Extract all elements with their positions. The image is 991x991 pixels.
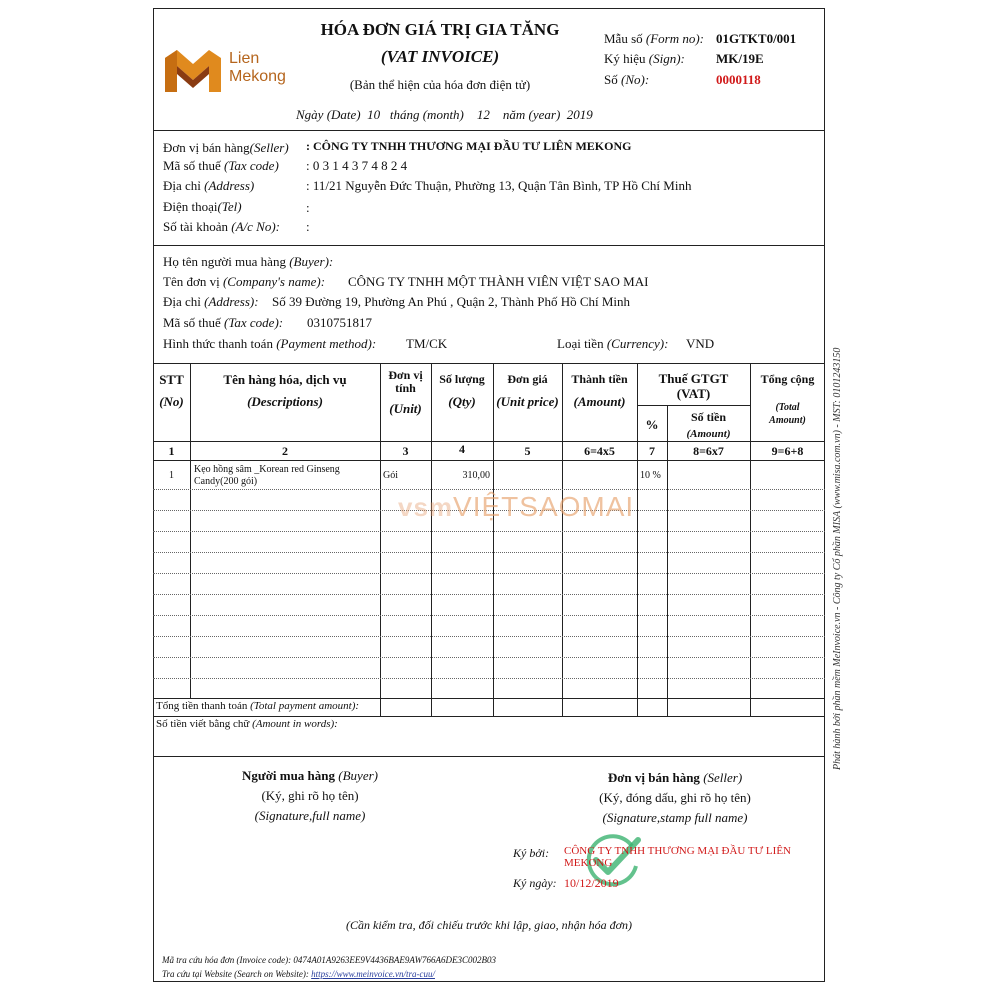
seller-tax-label: Mã số thuế (Tax code) (163, 158, 279, 173)
sign-label: Ký hiệu (Sign): (604, 51, 685, 66)
buyer-tax-label: Mã số thuế (Tax code): (163, 315, 284, 330)
divider-buyer (153, 363, 825, 364)
col-header-qty: Số lượng (439, 372, 485, 386)
row-description: Kẹo hồng sâm _Korean red Ginseng Candy(200 gói) (194, 464, 340, 487)
currency-value: VND (686, 336, 715, 351)
check-note: (Cần kiểm tra, đối chiếu trước khi lập, giao, nhận hóa đơn) (346, 918, 632, 932)
buyer-name-label: Họ tên người mua hàng (Buyer): (163, 254, 334, 269)
amount-words-label: Số tiền viết bằng chữ (Amount in words): (156, 718, 338, 730)
col-header-price-en: (Unit price) (496, 394, 559, 409)
seller-name-label: Đơn vị bán hàng(Seller) (163, 140, 289, 155)
signed-date-label: Ký ngày: (513, 876, 557, 890)
index-cell: 6=4x5 (584, 444, 615, 458)
logo-text (229, 50, 286, 86)
index-cell: 5 (524, 444, 531, 458)
seller-tel-label: Điện thoại(Tel) (163, 199, 242, 214)
index-cell: 1 (168, 444, 175, 458)
currency-label: Loại tiền (Currency): (557, 336, 669, 351)
col-header-price: Đơn giá (507, 372, 548, 386)
signed-date-value: 10/12/2019 (564, 876, 619, 890)
divider-seller (153, 245, 825, 246)
lookup-link[interactable]: https://www.meinvoice.vn/tra-cuu/ (311, 969, 435, 979)
col-header-vat-en: (VAT) (676, 386, 711, 401)
seller-address-label: Địa chỉ (Address) (163, 178, 255, 193)
col-header-unit: Đơn vị tính (388, 368, 423, 395)
company-watermark (398, 491, 634, 523)
index-cell: 2 (282, 444, 288, 458)
logo-text-line2: Mekong (229, 68, 286, 85)
form-label: Mẫu số (Form no): (604, 31, 705, 46)
invoice-lookup-site: Tra cứu tại Website (Search on Website): https://www.meinvoice.vn/tra-cuu/ (162, 969, 435, 979)
buyer-tax: 0310751817 (307, 315, 372, 330)
col-header-desc-en: (Descriptions) (247, 394, 323, 409)
invoice-subtitle: (VAT INVOICE) (380, 47, 500, 66)
payment-method: TM/CK (406, 336, 448, 351)
form-value: 01GTKT0/001 (716, 31, 797, 46)
watermark-logo: vsm (398, 492, 454, 522)
seller-signature-block: Đơn vị bán hàng (Seller) (Ký, đóng dấu, ghi rõ họ tên) (Signature,stamp full name) (599, 770, 751, 825)
seller-tel: : (306, 200, 310, 215)
signed-by-label: Ký bởi: (513, 846, 550, 860)
col-header-vat-amount-en: (Amount) (686, 428, 731, 440)
col-header-stt-en: (No) (159, 394, 184, 409)
index-cell: 9=6+8 (771, 444, 804, 458)
index-cell: 4 (459, 442, 465, 456)
buyer-address: Số 39 Đường 19, Phường An Phú , Quận 2, Thành Phố Hồ Chí Minh (272, 294, 631, 309)
col-header-stt: STT (159, 372, 184, 387)
index-cell: 3 (402, 444, 409, 458)
seller-account-label: Số tài khoản (A/c No): (163, 219, 280, 234)
buyer-company-label: Tên đơn vị (Company's name): (163, 274, 326, 289)
payment-label: Hình thức thanh toán (Payment method): (163, 336, 377, 351)
issuer-sidebar-text: Phát hành bởi phần mềm MeInvoice.vn - Công ty Cổ phần MISA (www.misa.com.vn) - MST: 0101243150 (832, 347, 843, 770)
row-no: 1 (169, 470, 174, 481)
invoice-lookup-code: Mã tra cứu hóa đơn (Invoice code): 0474A01A9263EE9V4436BAE9AW766A6DE3C002B03 (162, 955, 497, 965)
invoice-title: HÓA ĐƠN GIÁ TRỊ GIA TĂNG (320, 20, 560, 39)
divider-header (153, 130, 825, 131)
col-header-total: Tổng cộng (760, 372, 815, 386)
col-header-vat-amount: Số tiền (690, 410, 726, 424)
buyer-signature-block: Người mua hàng (Buyer) (Ký, ghi rõ họ tên) (Signature,full name) (242, 768, 378, 823)
sign-value: MK/19E (716, 51, 764, 66)
invoice-note: (Bản thể hiện của hóa đơn điện tử) (349, 77, 531, 92)
buyer-address-label: Địa chỉ (Address): (163, 294, 259, 309)
index-cell: 8=6x7 (693, 444, 724, 458)
watermark-text: VIỆTSAOMAI (453, 491, 635, 522)
col-header-vat: Thuế GTGT (658, 371, 729, 386)
col-header-desc: Tên hàng hóa, dịch vụ (223, 372, 347, 387)
col-header-unit-en: (Unit) (389, 401, 422, 416)
buyer-company: CÔNG TY TNHH MỘT THÀNH VIÊN VIỆT SAO MAI (348, 274, 649, 289)
invoice-date: Ngày (Date) 10 tháng (month) 12 năm (year) 2019 (296, 107, 593, 122)
col-header-amount-en: (Amount) (573, 394, 626, 409)
seller-tax: : 0 3 1 4 3 7 4 8 2 4 (306, 158, 408, 173)
signed-by-value: CÔNG TY TNHH THƯƠNG MẠI ĐẦU TƯ LIÊN MEKONG (564, 845, 791, 869)
row-qty: 310,00 (462, 470, 490, 481)
seller-address: : 11/21 Nguyễn Đức Thuận, Phường 13, Quận Tân Bình, TP Hồ Chí Minh (306, 178, 692, 193)
col-header-qty-en: (Qty) (448, 394, 476, 409)
lien-mekong-logo-icon (163, 44, 225, 96)
total-payment-label: Tổng tiền thanh toán (Total payment amount): (156, 700, 360, 712)
index-cell: 7 (649, 444, 655, 458)
logo-text-line1: Lien (229, 50, 260, 67)
seller-account: : (306, 219, 310, 234)
col-header-amount: Thành tiền (571, 372, 628, 386)
row-unit: Gói (383, 470, 398, 481)
invoice-number: 0000118 (716, 72, 761, 87)
col-header-vat-pct: % (645, 417, 659, 432)
seller-name: : CÔNG TY TNHH THƯƠNG MẠI ĐẦU TƯ LIÊN MEKONG (306, 139, 632, 153)
row-vat-pct: 10 % (640, 470, 661, 481)
no-label: Số (No): (604, 72, 650, 87)
col-header-total-en: (Total Amount) (769, 402, 806, 426)
